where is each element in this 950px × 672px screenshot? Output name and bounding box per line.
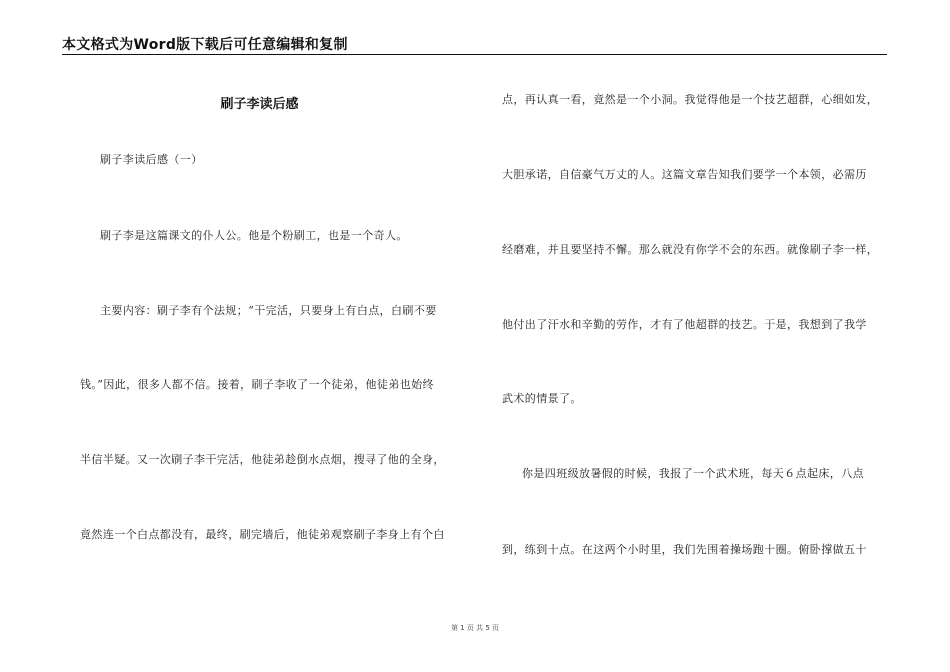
header-divider xyxy=(62,54,887,55)
paragraph-line: 竟然连一个白点都没有，最终，刷完墙后，他徒弟观察刷子李身上有个白 xyxy=(80,528,445,541)
paragraph-line: 点，再认真一看，竟然是一个小洞。我觉得他是一个技艺超群，心细如发， xyxy=(502,93,879,106)
paragraph-line: 半信半疑。又一次刷子李干完活，他徒弟趁倒水点烟，搜寻了他的全身， xyxy=(80,453,445,466)
document-banner: 本文格式为Word版下载后可任意编辑和复制 xyxy=(62,37,348,53)
paragraph-line: 刷子李读后感（一） xyxy=(100,153,203,166)
paragraph-line: 钱。”因此，很多人都不信。接着，刷子李收了一个徒弟，他徒弟也始终 xyxy=(80,378,434,391)
document-title: 刷子李读后感 xyxy=(220,97,299,112)
paragraph-line: 你是四班级放暑假的时候，我报了一个武术班，每天６点起床，八点 xyxy=(522,467,864,480)
paragraph-line: 武术的情景了。 xyxy=(502,392,582,405)
paragraph-line: 大胆承诺，自信豪气万丈的人。这篇文章告知我们要学一个本领，必需历 xyxy=(502,168,867,181)
paragraph-line: 主要内容：刷子李有个法规；“干完活，只要身上有白点，白刷不要 xyxy=(100,304,437,317)
paragraph-line: 经磨难，并且要坚持不懈。那么就没有你学不会的东西。就像刷子李一样， xyxy=(502,243,879,256)
paragraph-line: 刷子李是这篇课文的仆人公。他是个粉刷工，也是一个奇人。 xyxy=(100,229,408,242)
paragraph-line: 到，练到十点。在这两个小时里，我们先围着操场跑十圈。俯卧撑做五十 xyxy=(502,543,867,556)
page-indicator: 第 1 页 共 5 页 xyxy=(450,624,500,632)
paragraph-line: 他付出了汗水和辛勤的劳作，才有了他超群的技艺。于是，我想到了我学 xyxy=(502,318,867,331)
